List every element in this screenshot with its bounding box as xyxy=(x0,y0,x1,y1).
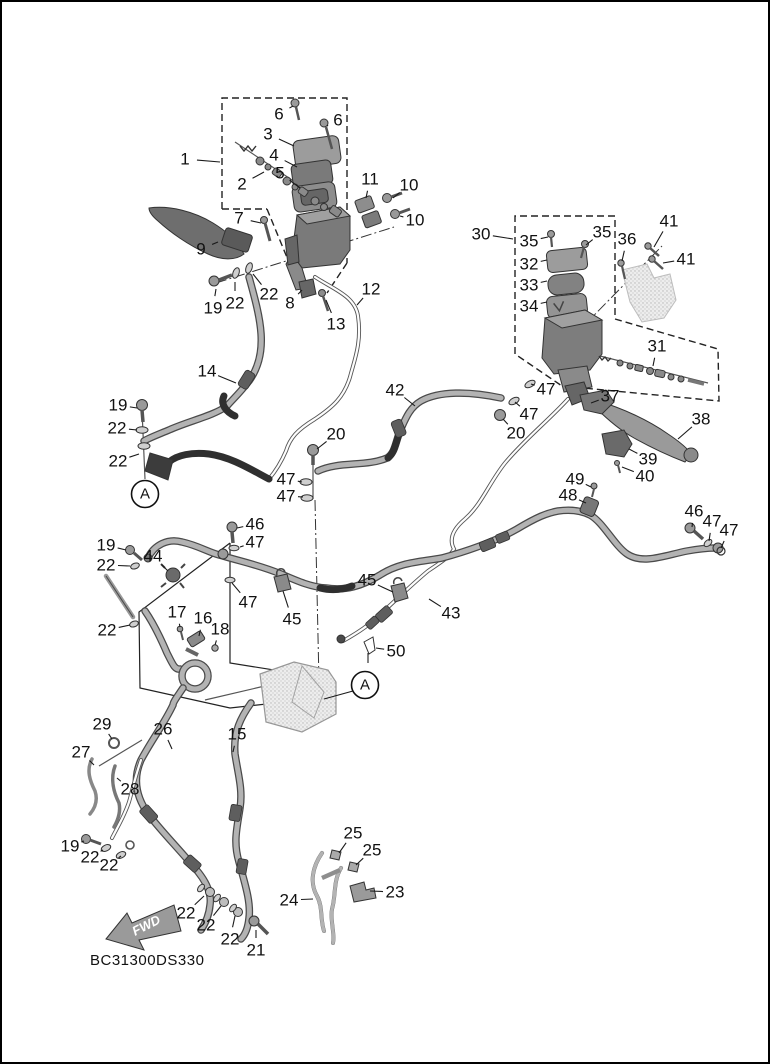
pipe-43-end xyxy=(337,635,345,643)
part-label-1: 1 xyxy=(180,149,190,169)
cap-screw-35-left xyxy=(548,231,555,248)
part-label-44: 44 xyxy=(143,546,163,566)
leader-line xyxy=(213,906,221,916)
view-marker-label: A xyxy=(359,676,371,694)
leader-line xyxy=(240,546,244,547)
leader-line xyxy=(678,427,692,439)
part-label-3: 3 xyxy=(263,124,273,144)
part-label-41: 41 xyxy=(676,249,696,269)
part-label-20: 20 xyxy=(506,423,526,443)
leader-line xyxy=(404,397,415,406)
leader-line xyxy=(376,648,384,649)
leader-line xyxy=(289,106,293,108)
leader-line xyxy=(109,734,112,739)
exploded-parts-diagram xyxy=(2,2,770,1064)
hose-12-dark-run xyxy=(169,453,269,479)
washer-47-d xyxy=(524,379,537,389)
handlebar-clamp-11 xyxy=(354,195,381,228)
part-label-5: 5 xyxy=(275,163,285,183)
part-label-37: 37 xyxy=(600,386,620,406)
part-label-47: 47 xyxy=(276,469,296,489)
leader-line xyxy=(298,481,302,482)
part-label-23: 23 xyxy=(385,882,405,902)
part-label-36: 36 xyxy=(617,229,637,249)
part-label-9: 9 xyxy=(196,239,206,259)
part-label-6: 6 xyxy=(274,104,284,124)
hose-clamp-45-right xyxy=(391,578,408,602)
leader-line xyxy=(541,302,547,303)
leader-line xyxy=(400,216,403,217)
leader-line xyxy=(493,236,513,239)
washer-22-a xyxy=(136,427,148,433)
part-label-34: 34 xyxy=(519,296,539,316)
leader-line xyxy=(663,261,674,263)
part-label-10: 10 xyxy=(405,210,425,230)
leader-line xyxy=(215,289,216,296)
plate-33 xyxy=(547,272,585,296)
part-label-29: 29 xyxy=(92,714,112,734)
part-label-42: 42 xyxy=(385,380,405,400)
part-label-22: 22 xyxy=(80,847,100,867)
part-label-21: 21 xyxy=(246,940,266,960)
leader-line xyxy=(232,583,240,593)
part-label-6: 6 xyxy=(333,110,343,130)
eyelet-a xyxy=(206,888,215,897)
leader-line xyxy=(118,548,126,550)
ring-29 xyxy=(109,738,119,748)
leader-line xyxy=(653,358,655,366)
leader-line xyxy=(541,260,547,261)
part-label-19: 19 xyxy=(108,395,128,415)
part-label-48: 48 xyxy=(558,485,578,505)
part-label-46: 46 xyxy=(684,501,704,521)
bolt-19-mid xyxy=(126,546,135,555)
part-label-28: 28 xyxy=(120,779,140,799)
part-label-50: 50 xyxy=(386,641,406,661)
part-label-32: 32 xyxy=(519,254,539,274)
part-label-30: 30 xyxy=(471,224,491,244)
lever-38-ball-end xyxy=(684,448,698,462)
joint-16 xyxy=(187,631,206,648)
leader-line xyxy=(130,407,137,408)
part-label-47: 47 xyxy=(238,592,258,612)
hose-15-fitting xyxy=(229,804,243,822)
part-label-18: 18 xyxy=(210,619,230,639)
washer-22-c1 xyxy=(196,883,206,893)
clamp-screw-49 xyxy=(591,483,597,489)
leader-line xyxy=(357,298,363,305)
rear-hose-fitting-a xyxy=(479,537,497,552)
leader-line xyxy=(541,281,547,282)
bracket-23 xyxy=(350,882,376,902)
part-label-16: 16 xyxy=(193,608,213,628)
part-label-22: 22 xyxy=(108,451,128,471)
screw-17 xyxy=(177,626,183,632)
leader-line xyxy=(237,527,243,528)
part-label-22: 22 xyxy=(225,293,245,313)
part-label-22: 22 xyxy=(259,284,279,304)
part-label-2: 2 xyxy=(237,174,247,194)
leader-line xyxy=(541,237,548,239)
leader-line xyxy=(283,591,288,608)
part-label-13: 13 xyxy=(326,314,346,334)
leader-line xyxy=(327,125,328,126)
leader-line xyxy=(253,172,264,178)
hose-eyelet-mid xyxy=(218,549,228,559)
bolt-41-upper xyxy=(645,243,659,256)
hose-15-fitting-b xyxy=(236,858,248,875)
nut-18 xyxy=(212,645,218,651)
part-label-47: 47 xyxy=(245,532,265,552)
washer-47-h xyxy=(225,577,235,583)
leader-line xyxy=(195,896,204,905)
leader-line xyxy=(129,454,139,457)
view-marker-label: A xyxy=(139,485,151,503)
leader-line xyxy=(654,231,663,247)
part-label-49: 49 xyxy=(565,469,585,489)
part-label-19: 19 xyxy=(96,535,116,555)
diagram-code: BC31300DS330 xyxy=(90,952,205,969)
rear-hose-fitting-b xyxy=(495,531,510,544)
leader-line xyxy=(118,565,130,566)
part-label-7: 7 xyxy=(234,208,244,228)
part-label-39: 39 xyxy=(638,449,658,469)
axis-bottom-bracket xyxy=(99,740,142,766)
part-label-25: 25 xyxy=(343,823,363,843)
part-label-4: 4 xyxy=(269,145,279,165)
part-label-38: 38 xyxy=(691,409,711,429)
washer-22-mid-a xyxy=(130,562,140,570)
part-label-17: 17 xyxy=(167,602,187,622)
ghost-bracket xyxy=(622,264,676,322)
washer-47-b xyxy=(301,495,313,501)
part-label-35: 35 xyxy=(519,231,539,251)
part-label-15: 15 xyxy=(227,724,247,744)
eyelet-b xyxy=(220,898,229,907)
leader-line xyxy=(692,523,693,527)
leader-line xyxy=(218,376,236,383)
leader-line xyxy=(168,740,172,749)
part-label-22: 22 xyxy=(196,915,216,935)
part-label-19: 19 xyxy=(203,298,223,318)
leader-line xyxy=(233,916,235,927)
part-label-47: 47 xyxy=(276,486,296,506)
part-label-45: 45 xyxy=(282,609,302,629)
bracket-27 xyxy=(89,759,96,814)
eyelet-26-end xyxy=(126,841,134,849)
part-label-22: 22 xyxy=(99,855,119,875)
leader-line xyxy=(119,625,130,627)
part-label-25: 25 xyxy=(362,840,382,860)
part-label-41: 41 xyxy=(659,211,679,231)
part-label-35: 35 xyxy=(592,222,612,242)
part-label-24: 24 xyxy=(279,890,299,910)
leader-line xyxy=(179,624,180,627)
holder-screw-40 xyxy=(615,461,621,474)
part-label-33: 33 xyxy=(519,275,539,295)
leader-line xyxy=(622,251,624,261)
abs-unit xyxy=(260,662,336,732)
part-label-40: 40 xyxy=(635,466,655,486)
part-label-31: 31 xyxy=(647,336,667,356)
bolt-19-bottom xyxy=(82,835,91,844)
rear-hose-dark-a xyxy=(320,586,352,590)
part-label-11: 11 xyxy=(361,169,379,189)
washer-22-bottom-a xyxy=(100,843,112,853)
fwd-label: FWD xyxy=(129,911,163,939)
hose-12-end-fitting xyxy=(145,453,173,480)
leader-line xyxy=(622,467,634,472)
part-label-22: 22 xyxy=(97,620,117,640)
leader-line xyxy=(317,441,327,449)
bracket-28 xyxy=(113,766,120,827)
pivot-bolt-7 xyxy=(261,217,271,242)
part-label-10: 10 xyxy=(399,175,419,195)
part-label-26: 26 xyxy=(153,719,173,739)
leader-line xyxy=(279,139,294,146)
part-label-47: 47 xyxy=(519,404,539,424)
part-label-47: 47 xyxy=(719,520,739,540)
part-label-47: 47 xyxy=(536,379,556,399)
washer-22-b xyxy=(138,443,150,449)
cap-screw-6-left xyxy=(291,99,299,120)
leader-line xyxy=(629,449,637,453)
part-label-20: 20 xyxy=(326,424,346,444)
leader-line xyxy=(370,891,383,892)
washer-22-mid-b xyxy=(129,620,139,628)
part-label-12: 12 xyxy=(361,279,381,299)
washer-47-g xyxy=(229,545,239,551)
part-label-8: 8 xyxy=(285,293,295,313)
part-label-22: 22 xyxy=(176,903,196,923)
pipe-bracket-24 xyxy=(313,850,376,943)
cap-32 xyxy=(546,247,588,273)
leader-line xyxy=(301,899,313,900)
leader-line xyxy=(586,484,591,487)
leader-line xyxy=(429,599,441,607)
part-label-22: 22 xyxy=(107,418,127,438)
bolt-41-lower xyxy=(649,256,663,269)
part-label-22: 22 xyxy=(96,555,116,575)
union-bolt-46-mid xyxy=(218,522,239,583)
pin-lever-edge xyxy=(106,576,133,617)
part-label-46: 46 xyxy=(245,514,265,534)
part-label-22: 22 xyxy=(220,929,240,949)
tag-50 xyxy=(364,637,375,663)
part-label-47: 47 xyxy=(702,511,722,531)
leader-line xyxy=(197,160,220,162)
part-label-27: 27 xyxy=(71,742,91,762)
leader-line xyxy=(215,640,216,645)
banjo-bracket-8 xyxy=(299,279,316,298)
clip-25-a xyxy=(330,850,341,860)
part-label-14: 14 xyxy=(197,361,217,381)
leader-line xyxy=(251,221,261,223)
fwd-arrow xyxy=(106,905,181,950)
part-label-45: 45 xyxy=(357,570,377,590)
part-label-43: 43 xyxy=(441,603,461,623)
leader-line xyxy=(339,843,346,853)
part-label-19: 19 xyxy=(60,836,80,856)
joint-16-tube xyxy=(186,649,198,655)
